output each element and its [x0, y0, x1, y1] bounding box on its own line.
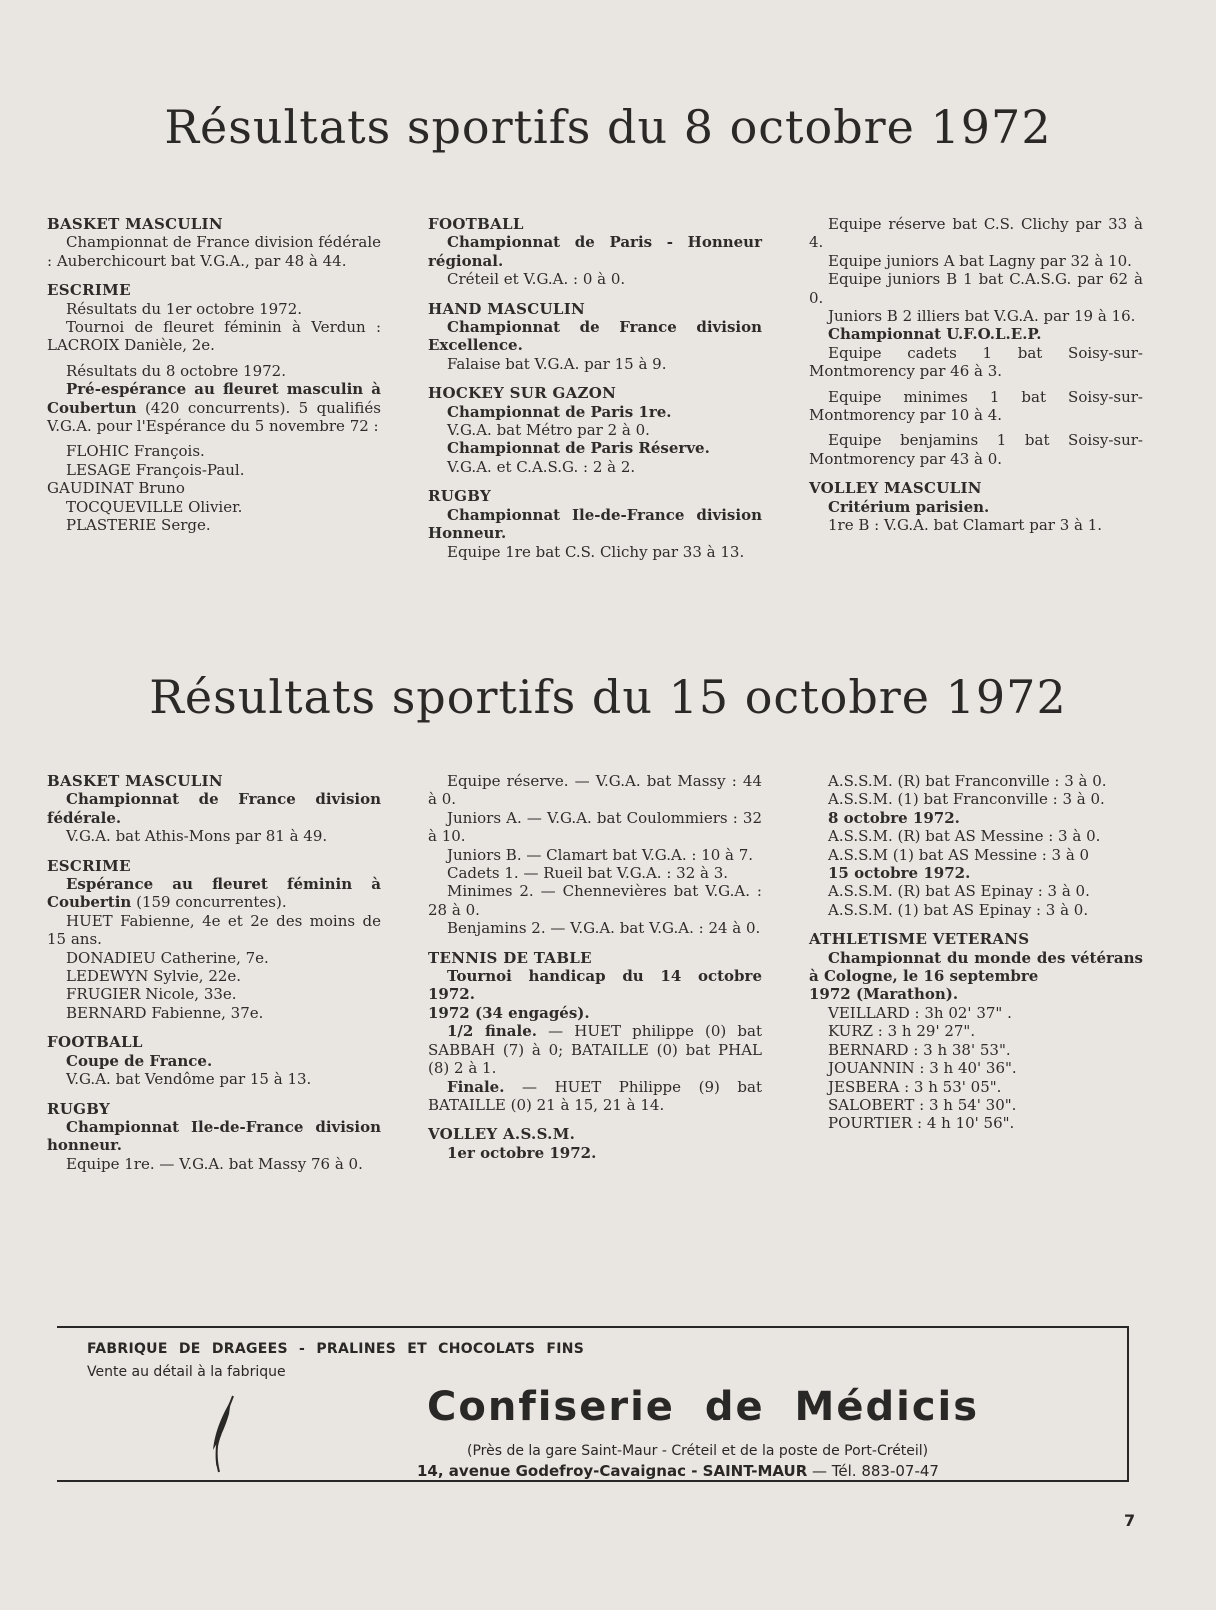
result-text: V.G.A. bat Athis-Mons par 81 à 49. — [66, 827, 328, 846]
competition-name: Championnat du monde des vétérans à Cologne, le 16 septembre — [809, 948, 1143, 986]
section-heading: FOOTBALL — [428, 215, 524, 233]
result-text: HUET Fabienne, 4e et 2e des moins de 15 ans. — [47, 911, 381, 949]
competition-name: 1972 (34 engagés). — [428, 1003, 590, 1022]
section-title: Résultats sportifs du 8 octobre 1972 — [164, 100, 1052, 154]
competition-name: Championnat de Paris 1re. — [447, 402, 672, 421]
result-text: A.S.S.M. (R) bat Franconville : 3 à 0. — [828, 772, 1107, 790]
section-heading: ATHLETISME VETERANS — [809, 930, 1030, 949]
date-label: 15 octobre 1972. — [828, 864, 971, 883]
competition-name: Tournoi handicap du 14 octobre 1972. — [428, 967, 762, 1004]
result-text: Juniors B. — Clamart bat V.G.A. : 10 à 7. — [447, 845, 754, 864]
ad-street: 14, avenue Godefroy-Cavaignac - SAINT-MAUR — [417, 1462, 808, 1480]
competition-name: 1er octobre 1972. — [447, 1143, 597, 1162]
column-3 — [809, 215, 1143, 546]
result-text: A.S.S.M. (1) bat AS Epinay : 3 à 0. — [828, 900, 1089, 919]
column-2 — [428, 772, 762, 1173]
name-list-item: FRUGIER Nicole, 33e. — [66, 985, 237, 1004]
name-list-item: LEDEWYN Sylvie, 22e. — [66, 967, 242, 986]
section-heading: VOLLEY A.S.S.M. — [428, 1125, 576, 1144]
name-list-item: LESAGE François-Paul. — [66, 460, 245, 479]
result-text: Equipe réserve. — V.G.A. bat Massy : 44 à 0. — [428, 772, 762, 809]
result-text: Créteil et V.G.A. : 0 à 0. — [447, 270, 626, 289]
round-name: Finale. — [447, 1077, 505, 1096]
name-list-item: BERNARD Fabienne, 37e. — [66, 1003, 264, 1022]
ad-address — [417, 1462, 939, 1480]
section-heading: BASKET MASCULIN — [47, 215, 223, 233]
round-name: 1/2 finale. — [447, 1022, 537, 1041]
name-list-item: PLASTERIE Serge. — [66, 516, 211, 535]
section-heading: HOCKEY SUR GAZON — [428, 384, 617, 403]
result-text: Juniors A. — V.G.A. bat Coulommiers : 32 à 10. — [428, 808, 762, 846]
result-text: V.G.A. bat Métro par 2 à 0. — [447, 421, 650, 440]
advertisement-box — [57, 1326, 1129, 1482]
result-text: V.G.A. et C.A.S.G. : 2 à 2. — [447, 457, 636, 476]
section-heading: BASKET MASCULIN — [47, 772, 223, 790]
name-list-item: GAUDINAT Bruno — [47, 479, 185, 498]
name-list-item: VEILLARD : 3h 02' 37" . — [828, 1003, 1012, 1022]
section-heading: HAND MASCULIN — [428, 299, 586, 318]
section-heading: TENNIS DE TABLE — [428, 948, 592, 967]
result-text: Falaise bat V.G.A. par 15 à 9. — [447, 354, 667, 373]
name-list-item: FLOHIC François. — [66, 442, 205, 461]
ad-subtitle: Vente au détail à la fabrique — [87, 1364, 286, 1380]
result-text: Equipe 1re. — V.G.A. bat Massy 76 à 0. — [66, 1154, 363, 1173]
result-text: Cadets 1. — Rueil bat V.G.A. : 32 à 3. — [447, 864, 729, 883]
competition-name: Championnat U.F.O.L.E.P. — [828, 325, 1042, 344]
event-name: Pré-espérance au fleuret masculin à Coubertun — [47, 380, 381, 417]
result-text: Championnat de France division fédérale : Auberchicourt bat V.G.A., par 48 à 44. — [47, 233, 381, 270]
event-detail: (159 concurrentes). — [131, 893, 287, 912]
result-text: Equipe 1re bat C.S. Clichy par 33 à 13. — [447, 542, 745, 561]
result-text: Equipe minimes 1 bat Soisy-sur-Montmorency par 10 à 4. — [809, 387, 1143, 425]
section-heading: ESCRIME — [47, 856, 131, 875]
competition-name: Coupe de France. — [66, 1051, 213, 1070]
result-text: A.S.S.M (1) bat AS Messine : 3 à 0 — [828, 845, 1090, 864]
name-list-item: TOCQUEVILLE Olivier. — [66, 497, 243, 516]
feather-icon — [207, 1394, 243, 1474]
ad-brand-name: Confiserie de Médicis — [427, 1384, 980, 1430]
section-heading: RUGBY — [47, 1099, 110, 1118]
section-heading: VOLLEY MASCULIN — [809, 479, 982, 498]
competition-name: 1972 (Marathon). — [809, 985, 959, 1004]
result-text: Equipe cadets 1 bat Soisy-sur-Montmorency par 46 à 3. — [809, 343, 1143, 381]
competition-name: Championnat de Paris Réserve. — [447, 439, 710, 458]
name-list-item: DONADIEU Catherine, 7e. — [66, 948, 269, 967]
result-text: A.S.S.M. (1) bat Franconville : 3 à 0. — [828, 790, 1105, 809]
ad-phone: — Tél. 883-07-47 — [807, 1462, 939, 1480]
section-heading: RUGBY — [428, 487, 491, 506]
name-list-item: POURTIER : 4 h 10' 56". — [828, 1114, 1015, 1133]
result-text: Benjamins 2. — V.G.A. bat V.G.A. : 24 à 0. — [447, 919, 761, 938]
result-text: Résultats du 8 octobre 1972. — [66, 361, 286, 380]
result-text: Equipe juniors B 1 bat C.A.S.G. par 62 à 0. — [809, 270, 1143, 307]
name-list-item: BERNARD : 3 h 38' 53". — [828, 1040, 1011, 1059]
round-result: — HUET Philippe (9) bat BATAILLE (0) 21 à 15, 21 à 14. — [428, 1077, 762, 1114]
section-heading: ESCRIME — [47, 281, 131, 300]
column-1 — [47, 215, 381, 546]
competition-name: Championnat Ile-de-France division honneur. — [47, 1117, 381, 1155]
column-3 — [809, 772, 1143, 1144]
name-list-item: JESBERA : 3 h 53' 05". — [828, 1077, 1002, 1096]
ad-location-note: (Près de la gare Saint-Maur - Créteil et de la poste de Port-Créteil) — [467, 1443, 929, 1459]
result-text: Minimes 2. — Chennevières bat V.G.A. : 28 à 0. — [428, 882, 762, 919]
result-text: 1re B : V.G.A. bat Clamart par 3 à 1. — [828, 516, 1103, 535]
column-1 — [47, 772, 381, 1184]
name-list-item: SALOBERT : 3 h 54' 30". — [828, 1095, 1017, 1114]
event-detail: (420 concurrents). 5 qualifiés V.G.A. pour l'Espérance du 5 novembre 72 : — [47, 398, 381, 436]
competition-name: Championnat de France division Excellence. — [428, 318, 762, 355]
competition-name: Championnat de France division fédérale. — [47, 790, 381, 827]
result-text — [428, 1078, 762, 1115]
round-result: — HUET philippe (0) bat SABBAH (7) à 0; BATAILLE (0) bat PHAL (8) 2 à 1. — [428, 1022, 762, 1078]
name-list-item: KURZ : 3 h 29' 27". — [828, 1022, 976, 1041]
result-text — [428, 1022, 762, 1077]
result-text: Equipe benjamins 1 bat Soisy-sur-Montmorency par 43 à 0. — [809, 431, 1143, 468]
result-text: V.G.A. bat Vendôme par 15 à 13. — [66, 1070, 312, 1089]
result-text: Equipe juniors A bat Lagny par 32 à 10. — [828, 251, 1132, 270]
event-name: Espérance au fleuret féminin à Coubertin — [47, 875, 381, 912]
ad-tagline: FABRIQUE DE DRAGEES - PRALINES ET CHOCOLATS FINS — [87, 1341, 585, 1357]
result-text: Tournoi de fleuret féminin à Verdun : LACROIX Danièle, 2e. — [47, 318, 381, 355]
date-label: 8 octobre 1972. — [828, 808, 960, 827]
page-number: 7 — [1124, 1511, 1136, 1530]
competition-name: Critérium parisien. — [828, 497, 990, 516]
competition-name: Championnat Ile-de-France division Honneur. — [428, 505, 762, 543]
section-title: Résultats sportifs du 15 octobre 1972 — [149, 670, 1067, 724]
result-text — [47, 875, 381, 912]
name-list-item: JOUANNIN : 3 h 40' 36". — [828, 1059, 1017, 1078]
result-text — [47, 380, 381, 435]
result-text: A.S.S.M. (R) bat AS Epinay : 3 à 0. — [828, 882, 1090, 901]
competition-name: Championnat de Paris - Honneur régional. — [428, 233, 762, 270]
section-heading: FOOTBALL — [47, 1033, 143, 1052]
result-text: A.S.S.M. (R) bat AS Messine : 3 à 0. — [828, 827, 1101, 846]
result-text: Résultats du 1er octobre 1972. — [66, 299, 303, 318]
column-2 — [428, 215, 762, 572]
result-text: Equipe réserve bat C.S. Clichy par 33 à 4. — [809, 215, 1143, 252]
result-text: Juniors B 2 illiers bat V.G.A. par 19 à 16. — [828, 307, 1136, 326]
